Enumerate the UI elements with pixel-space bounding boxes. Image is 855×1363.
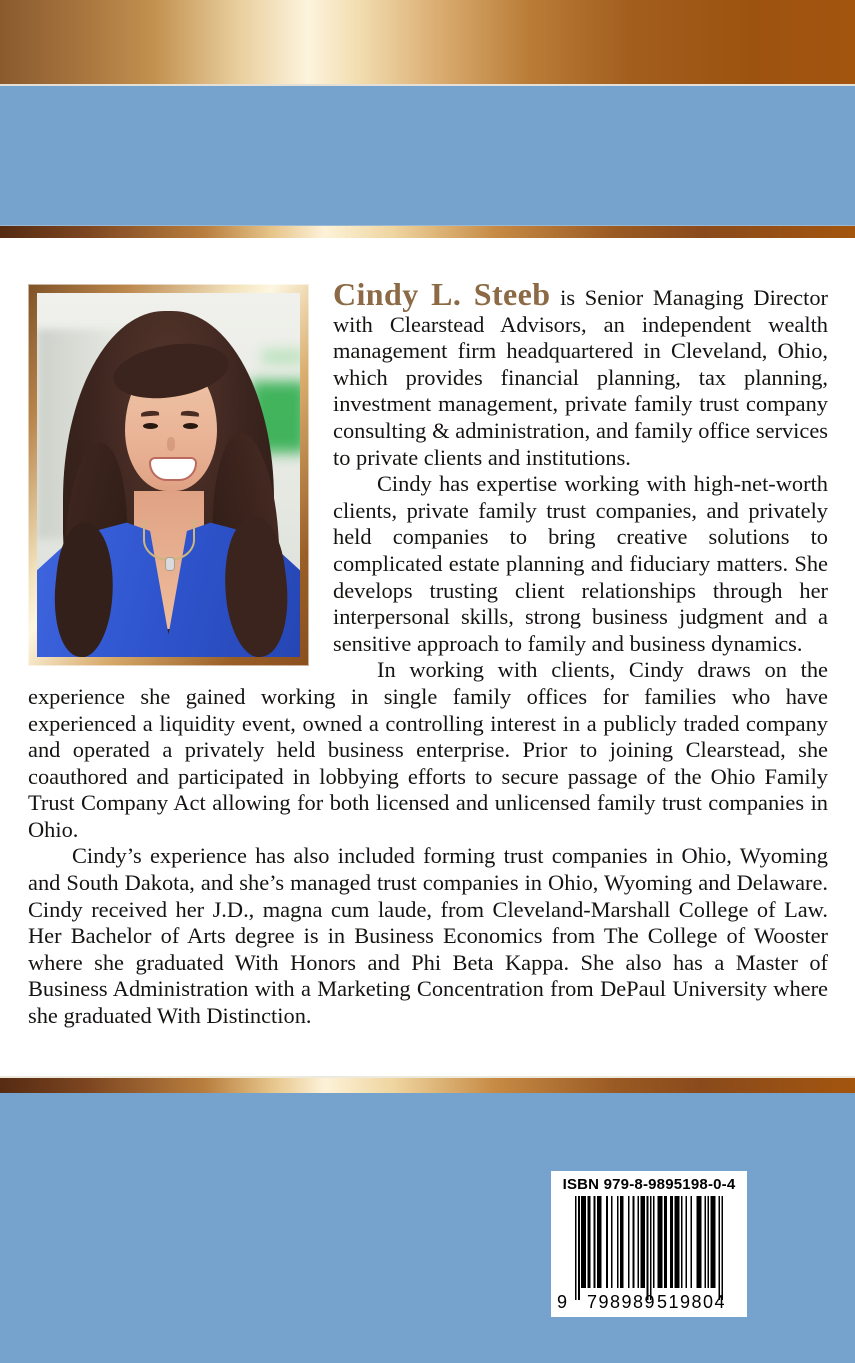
- photo-nose: [167, 437, 175, 451]
- bronze-divider-bottom: [0, 1076, 855, 1093]
- photo-eye-left: [143, 423, 158, 429]
- photo-background-green-blob-small: [262, 349, 300, 365]
- photo-necklace: [143, 519, 195, 561]
- bronze-divider-top: [0, 225, 855, 238]
- photo-eye-right: [183, 423, 198, 429]
- author-photo: [37, 293, 300, 657]
- bottom-blue-band: [0, 1093, 855, 1363]
- author-name: Cindy L. Steeb: [333, 276, 551, 312]
- author-bio-section: [0, 238, 855, 1076]
- bio-paragraph-4: Cindy’s experience has also included forming trust companies in Ohio, Wyoming and South Dakota, and she’s managed trust companies in Ohio, Wyoming and Delaware. Cindy received her J.D., magna cum laude, from Cleveland-Marshall College of Law. Her Bachelor of Arts degree is in Business Economics from The College of Wooster where she graduated With Honors and Phi Beta Kappa. She also has a Master of Business Administration with a Marketing Concentration from DePaul University where she graduated With Distinction.: [28, 843, 828, 1029]
- isbn-label: ISBN 979-8-9895198-0-4: [562, 1176, 736, 1193]
- barcode-digits: [551, 1292, 747, 1314]
- author-photo-frame: [28, 284, 309, 666]
- photo-smile: [149, 457, 197, 481]
- bio-paragraph-2: Cindy has expertise working with high-net-worth clients, private family trust companies, and privately held companies to bring creative solutions to complicated estate planning and fiduciary matters. She develops trusting client relationships through her interpersonal skills, strong business judgment and a sensitive approach to family and business dynamics.: [333, 471, 828, 656]
- top-blue-band: [0, 86, 855, 225]
- barcode-digit-prefix: 9: [557, 1292, 569, 1312]
- bio-paragraph-1-text: is Senior Managing Director with Clearstead Advisors, an independent wealth management firm headquartered in Cleveland, Ohio, which provides financial planning, tax planning, investment management, private family trust company consulting & administration, and family office services to private clients and institutions.: [333, 285, 828, 470]
- barcode-digits-left: 798989: [587, 1292, 657, 1312]
- bio-paragraph-3: In working with clients, Cindy draws on the experience she gained working in single family offices for families who have experienced a liquidity event, owned a controlling interest in a publicly traded company and operated a privately held business enterprise. Prior to joining Clearstead, she coauthored and participated in lobbying efforts to secure passage of the Ohio Family Trust Company Act allowing for both licensed and unlicensed family trust companies in Ohio.: [28, 657, 828, 842]
- photo-pendant: [165, 557, 175, 571]
- barcode-digits-right: 519804: [657, 1292, 727, 1312]
- top-bronze-band: [0, 0, 855, 86]
- barcode-bars: [575, 1196, 723, 1300]
- isbn-barcode: [551, 1171, 747, 1317]
